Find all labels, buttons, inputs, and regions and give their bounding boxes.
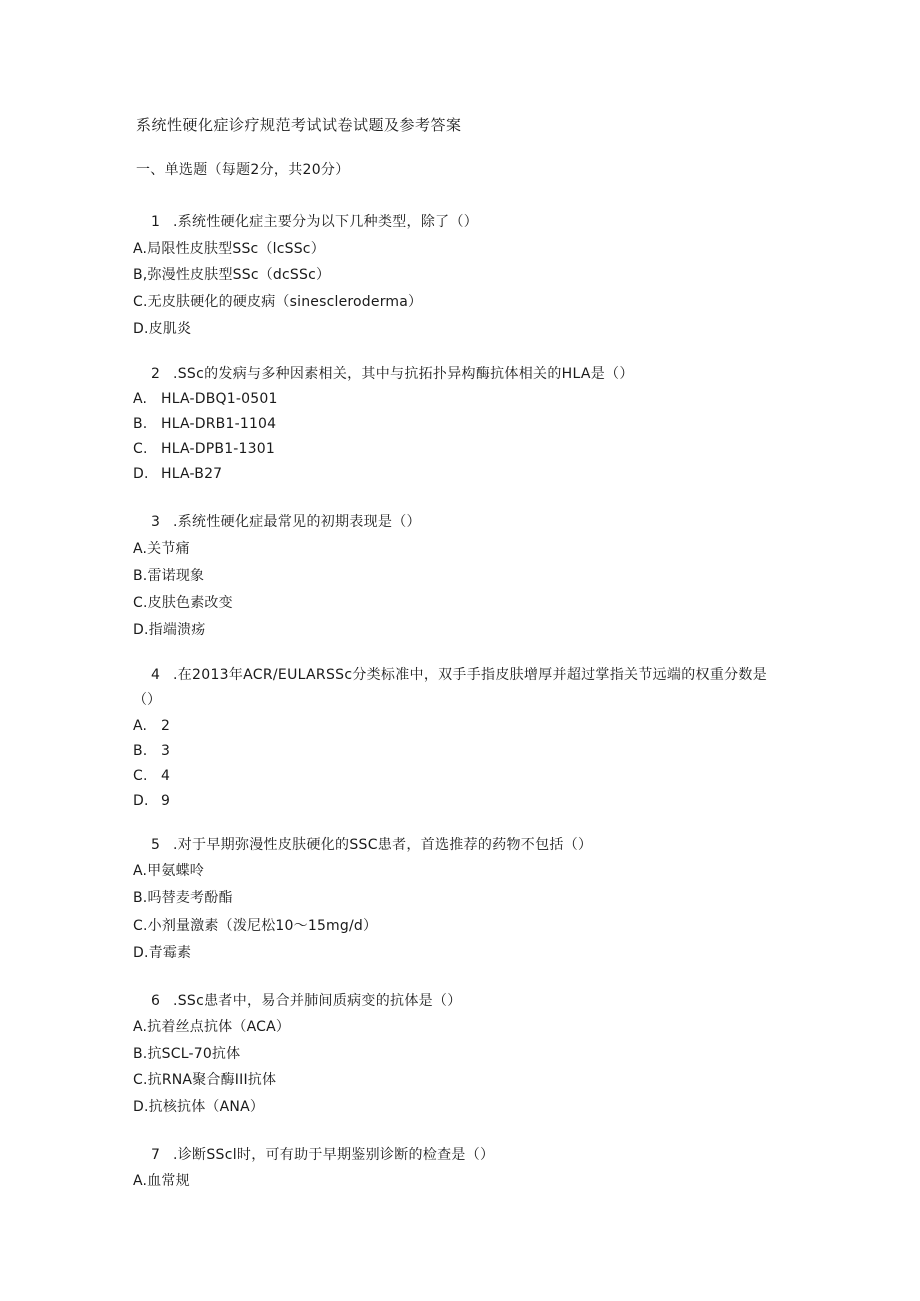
- option-b: [133, 414, 276, 434]
- question-4: [151, 665, 767, 685]
- option-d: D.皮肌炎: [133, 321, 192, 337]
- option-a: A.抗着丝点抗体（ACA）: [133, 1019, 291, 1035]
- question-number: 5: [151, 837, 160, 853]
- option-value: 3: [161, 743, 171, 759]
- question-number: 4: [151, 667, 160, 683]
- option-label: D.: [133, 793, 149, 809]
- option-b: B.雷诺现象: [133, 568, 205, 584]
- question-text: .诊断SScl时，可有助于早期鉴别诊断的检查是（）: [173, 1147, 495, 1163]
- option-label: A.: [133, 391, 148, 407]
- option-c: C.无皮肤硬化的硬皮病（sinescleroderma）: [133, 294, 423, 310]
- option-a: A.甲氨蝶呤: [133, 863, 204, 879]
- question-3: [151, 512, 421, 532]
- option-d: D.抗核抗体（ANA）: [133, 1099, 265, 1115]
- question-5: [151, 835, 592, 855]
- option-b: B,弥漫性皮肤型SSc（dcSSc）: [133, 267, 331, 283]
- option-a: [133, 389, 278, 409]
- option-label: B.: [133, 416, 148, 432]
- option-d: [133, 464, 222, 484]
- question-text: .系统性硬化症最常见的初期表现是（）: [173, 514, 421, 530]
- option-value: HLA-DRB1-1104: [161, 416, 277, 432]
- option-b: [133, 741, 170, 761]
- question-number: 2: [151, 366, 160, 382]
- option-value: 4: [161, 768, 171, 784]
- option-value: HLA-DPB1-1301: [161, 441, 275, 457]
- question-1: [151, 212, 478, 232]
- question-number: 7: [151, 1147, 160, 1163]
- option-a: A.血常规: [133, 1173, 190, 1189]
- option-d: [133, 791, 170, 811]
- option-d: D.指端溃疡: [133, 622, 206, 638]
- option-c: [133, 439, 275, 459]
- question-number: 1: [151, 214, 160, 230]
- question-text: .在2013年ACR/EULARSSc分类标准中，双手手指皮肤增厚并超过掌指关节远端的权重分数是: [173, 667, 768, 683]
- option-c: C.小剂量激素（泼尼松10〜15mg/d）: [133, 918, 378, 934]
- option-label: B.: [133, 743, 148, 759]
- option-c: [133, 766, 170, 786]
- option-value: HLA-DBQ1-0501: [161, 391, 278, 407]
- option-a: A.局限性皮肤型SSc（lcSSc）: [133, 241, 325, 257]
- option-b: B.吗替麦考酚酯: [133, 890, 233, 906]
- question-number: 6: [151, 993, 160, 1009]
- question-2: [151, 364, 634, 384]
- question-number: 3: [151, 514, 160, 530]
- option-a: [133, 716, 170, 736]
- option-label: A.: [133, 718, 148, 734]
- section-heading: 一、单选题（每题2分，共20分）: [136, 162, 350, 178]
- option-value: 2: [161, 718, 171, 734]
- question-text: .SSc患者中，易合并肺间质病变的抗体是（）: [173, 993, 462, 1009]
- question-7: [151, 1145, 494, 1165]
- option-d: D.青霉素: [133, 945, 192, 961]
- question-text: .对于早期弥漫性皮肤硬化的SSC患者，首选推荐的药物不包括（）: [173, 837, 593, 853]
- question-text-continued: （）: [133, 692, 161, 708]
- option-label: C.: [133, 768, 148, 784]
- option-value: HLA-B27: [161, 466, 223, 482]
- option-c: C.皮肤色素改变: [133, 595, 233, 611]
- option-value: 9: [161, 793, 171, 809]
- question-text: .SSc的发病与多种因素相关，其中与抗拓扑异构酶抗体相关的HLA是（）: [173, 366, 634, 382]
- option-c: C.抗RNA聚合酶III抗体: [133, 1072, 277, 1088]
- option-b: B.抗SCL-70抗体: [133, 1046, 241, 1062]
- question-6: [151, 991, 462, 1011]
- option-label: D.: [133, 466, 149, 482]
- option-a: A.关节痛: [133, 541, 190, 557]
- option-label: C.: [133, 441, 148, 457]
- document-title: 系统性硬化症诊疗规范考试试卷试题及参考答案: [136, 116, 462, 134]
- question-text: .系统性硬化症主要分为以下几种类型，除了（）: [173, 214, 479, 230]
